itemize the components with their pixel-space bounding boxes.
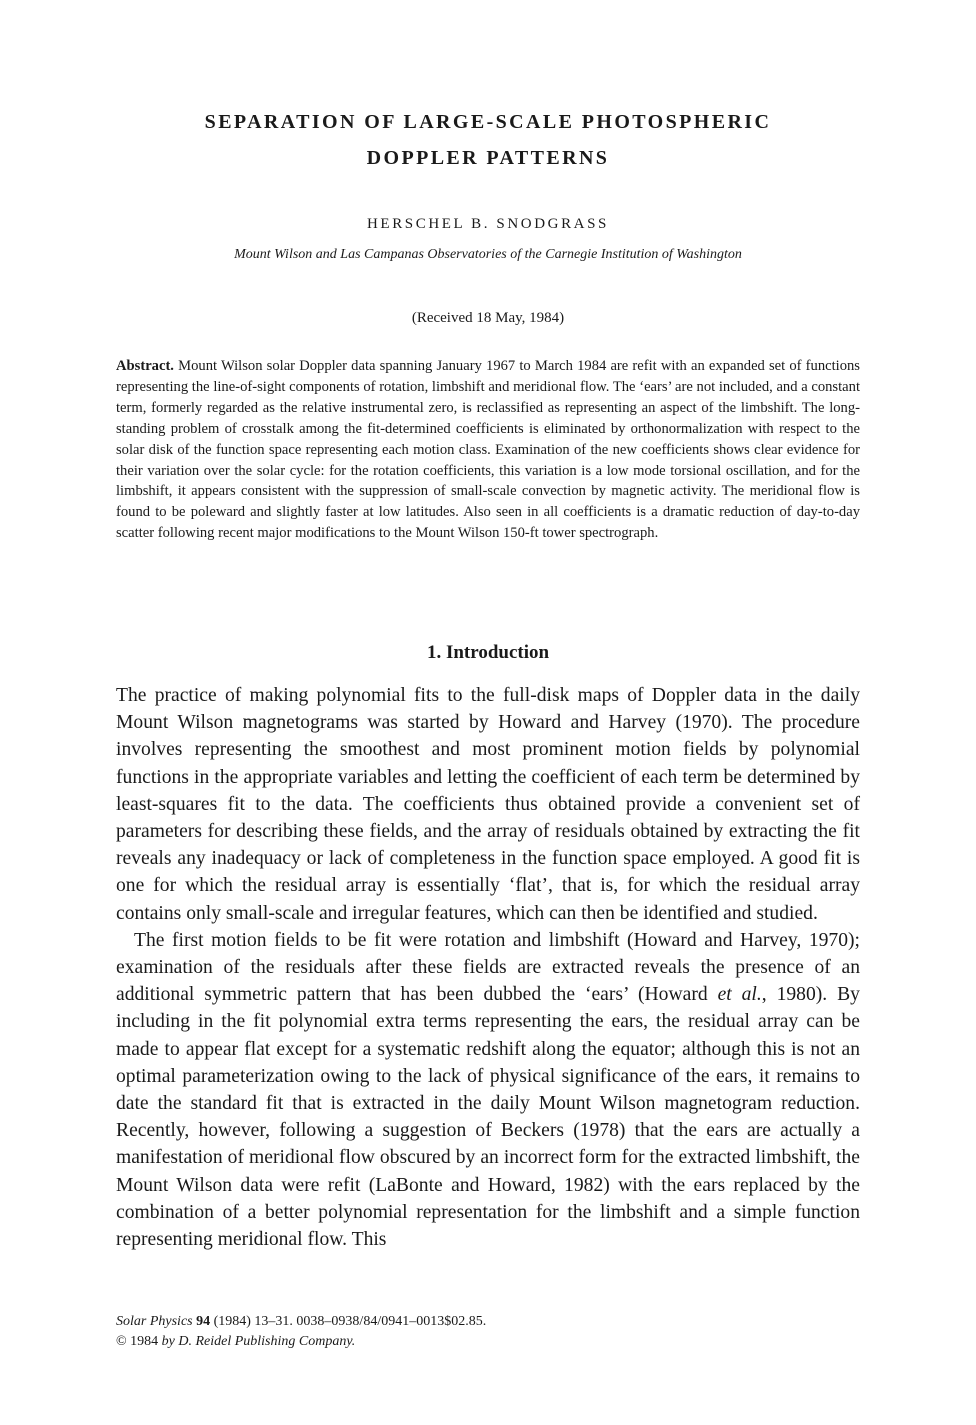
citation-details: (1984) 13–31. 0038–0938/84/0941–0013$02.85. xyxy=(210,1314,487,1329)
journal-volume: 94 xyxy=(196,1314,211,1329)
author-affiliation: Mount Wilson and Las Campanas Observatories of the Carnegie Institution of Washington xyxy=(234,247,742,262)
received-date: (Received 18 May, 1984) xyxy=(411,310,565,326)
journal-citation xyxy=(116,1312,860,1332)
section-heading-introduction: 1. Introduction xyxy=(426,642,550,663)
et-al-citation: et al. xyxy=(717,984,762,1006)
author-name: HERSCHEL B. SNODGRASS xyxy=(367,216,609,232)
abstract-label: Abstract. xyxy=(116,358,174,374)
paragraph-2-part-b: , 1980). By including in the fit polynomial extra terms representing the ears, the residual array can be made to appear flat except for a systematic redshift along the equator; although this is not an optimal parameterization owing to the lack of physical significance of the ears, it remains to date the standard fit that is extracted in the daily Mount Wilson magnetogram reduction. Recently, however, following a suggestion of Beckers (1978) that the ears are actually a manifestation of meridional flow obscured by an incorrect form for the extracted limbshift, the Mount Wilson data were refit (LaBonte and Howard, 1982) with the ears replaced by the combination of a better polynomial representation for the limbshift and a simple function representing meridional flow. This xyxy=(116,984,860,1251)
paragraph-2 xyxy=(116,927,860,1253)
page-footer xyxy=(116,1312,860,1352)
journal-name: Solar Physics xyxy=(116,1314,193,1329)
paragraph-2-part-a: The first motion fields to be fit were rotation and limbshift (Howard and Harvey, 1970); examination of the residuals after these fields are extracted reveals the presence of an additional symmetric pattern that has been dubbed the ‘ears’ (Howard xyxy=(116,929,860,1006)
paper-title-line-2: DOPPLER PATTERNS xyxy=(366,147,610,169)
copyright-line xyxy=(116,1332,860,1352)
abstract-text: Mount Wilson solar Doppler data spanning January 1967 to March 1984 are refit with an expanded set of functions representing the line-of-sight components of rotation, limbshift and meridional flow. The ‘ears’ are not included, and a constant term, formerly regarded as the relative instrumental zero, is reclassified as representing an aspect of the limbshift. The long-standing problem of crosstalk among the fit-determined coefficients is eliminated by orthonormalization with respect to the solar disk of the function space representing each motion class. Examination of the new coefficients shows clear evidence for their variation over the solar cycle: for the rotation coefficients, this variation is a low mode torsional oscillation, and for the limbshift, it appears consistent with the suppression of small-scale convection by magnetic activity. The meridional flow is found to be poleward and slightly faster at low latitudes. Also seen in all coefficients is a dramatic reduction of day-to-day scatter following recent major modifications to the Mount Wilson 150-ft tower spectrograph. xyxy=(116,358,860,542)
paper-title-line-1: SEPARATION OF LARGE-SCALE PHOTOSPHERIC xyxy=(204,111,772,133)
introduction-body xyxy=(116,682,860,1253)
copyright-year: © 1984 xyxy=(116,1334,162,1349)
paragraph-1: The practice of making polynomial fits to the full-disk maps of Doppler data in the daily Mount Wilson magnetograms was started by Howard and Harvey (1970). The procedure involves representing the smoothest and most prominent motion fields by polynomial functions in the appropriate variables and letting the coefficient of each term be determined by least-squares fit to the data. The coefficients thus obtained provide a convenient set of parameters for describing these fields, and the array of residuals obtained by extracting the fit reveals any inadequacy or lack of completeness in the function space employed. A good fit is one for which the residual array is essentially ‘flat’, that is, for which the residual array contains only small-scale and irregular features, which can then be identified and studied. xyxy=(116,685,860,924)
abstract xyxy=(116,356,860,544)
publisher-name: by D. Reidel Publishing Company. xyxy=(161,1334,356,1349)
